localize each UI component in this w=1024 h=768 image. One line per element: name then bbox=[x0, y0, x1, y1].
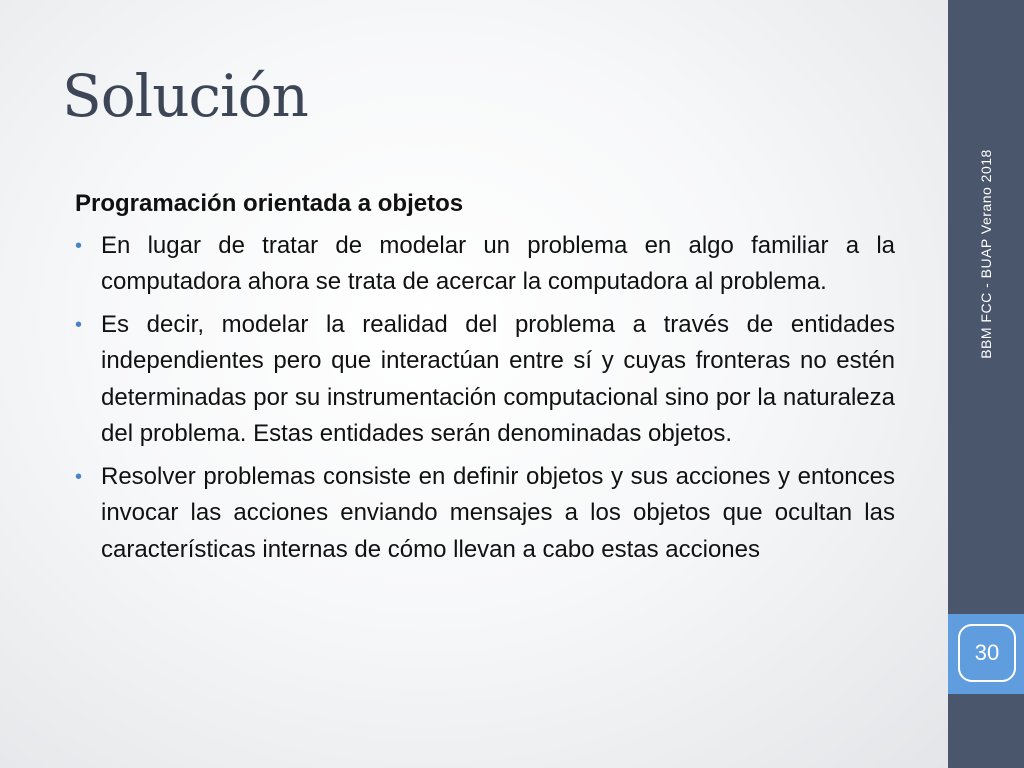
bullet-item bbox=[75, 459, 895, 569]
bullet-text: Resolver problemas consiste en definir objetos y sus acciones y entonces invocar las acciones enviando mensajes a los objetos que ocultan las características internas de cómo llevan a cabo estas acciones bbox=[101, 462, 895, 563]
slide-footer: BBM FCC - BUAP Verano 2018 bbox=[978, 149, 994, 359]
page-number: 30 bbox=[974, 640, 1000, 665]
slide-subheading: Programación orientada a objetos bbox=[75, 190, 464, 217]
bullet-text: En lugar de tratar de modelar un problema en algo familiar a la computadora ahora se trata de acercar la computadora al problema. bbox=[101, 231, 895, 295]
bullet-list bbox=[75, 228, 895, 569]
slide-title: Solución bbox=[62, 62, 308, 130]
bullet-item bbox=[75, 228, 895, 301]
page-number-box bbox=[948, 614, 1024, 694]
bullet-dot-icon: • bbox=[75, 313, 83, 336]
bullet-dot-icon: • bbox=[75, 465, 83, 488]
bullet-dot-icon: • bbox=[75, 234, 83, 257]
slide-body bbox=[75, 186, 895, 574]
bullet-item bbox=[75, 307, 895, 453]
bullet-text: Es decir, modelar la realidad del problema a través de entidades independientes pero que interactúan entre sí y cuyas fronteras no estén determinadas por su instrumentación computacional sino por la naturaleza del problema. Estas entidades serán denominadas objetos. bbox=[101, 310, 895, 447]
